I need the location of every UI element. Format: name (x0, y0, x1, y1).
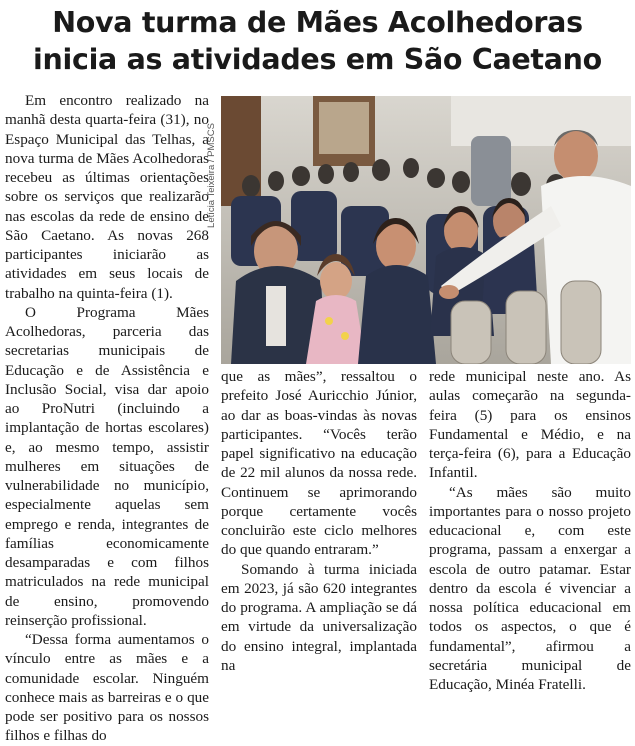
article-column-1 (5, 91, 209, 746)
photo-credit (204, 100, 218, 260)
headline-line-2: inicia as atividades em São Caetano (33, 43, 602, 76)
article-column-3 (429, 367, 631, 694)
paragraph-program: O Programa Mães Acolhedoras, parceria das secretarias municipais de Educação e de Assistência e Inclusão Social, visa dar apoio ao ProNutri (incluindo a implantação de hortas escolares) e, ao mesmo tempo, assistir mulheres em situações de vulnerabilidade no município, especialmente aquelas sem emprego e renda, integrantes de famílias economicamente desamparadas e com filhos matriculados na rede municipal de ensino, promovendo reinserção profissional. (5, 303, 209, 629)
paragraph-intro: Em encontro realizado na manhã desta quarta-feira (31), no Espaço Municipal das Telhas, a nova turma de Mães Acolhedoras recebeu as últimas orientações sobre os serviços que realizarão nas escolas da rede de ensino de São Caetano. As novas 268 participantes iniciarão as atividades em seus locais de trabalho na quinta-feira (1). (5, 92, 209, 302)
headline (0, 4, 635, 78)
paragraph-quote-mayor: “Dessa forma aumentamos o vínculo entre as mães e a comunidade escolar. Ninguém conhece mais as barreiras e o que pode ser positivo para os nossos filhos e filhas do (5, 631, 209, 745)
paragraph-mayor-continued: que as mães”, ressaltou o prefeito José Auricchio Júnior, ao dar as boas-vindas às novas participantes. “Vocês terão papel significativo na educação de 22 mil alunos da nossa rede. Continuem se aprimorando porque certamente vocês concluirão este ciclo melhores do que quando entraram.” (221, 368, 417, 559)
article-photo (221, 96, 631, 364)
headline-line-1: Nova turma de Mães Acolhedoras (52, 6, 583, 39)
paragraph-quote-secretary: “As mães são muito importantes para o nosso projeto educacional e, com este programa, passam a enxergar a escola de outro patamar. Estar dentro da escola é vivenciar a nossa política educacional em todos os aspectos, o que é fundamental”, afirmou a secretária municipal de Educação, Minéa Fratelli. (429, 483, 631, 693)
paragraph-schedule: rede municipal neste ano. As aulas começarão na segunda-feira (5) para os ensinos Fundamental e Médio, e na terça-feira (6), para a Educação Infantil. (429, 368, 631, 482)
photo-credit-text: Letícia Teixeira / PMSCS (205, 123, 217, 228)
article-column-2 (221, 367, 417, 675)
paragraph-expansion: Somando à turma iniciada em 2023, já são 620 integrantes do programa. A ampliação se dá em virtude da universalização do ensino integral, implantada na (221, 560, 417, 674)
photo-illustration (221, 96, 631, 364)
